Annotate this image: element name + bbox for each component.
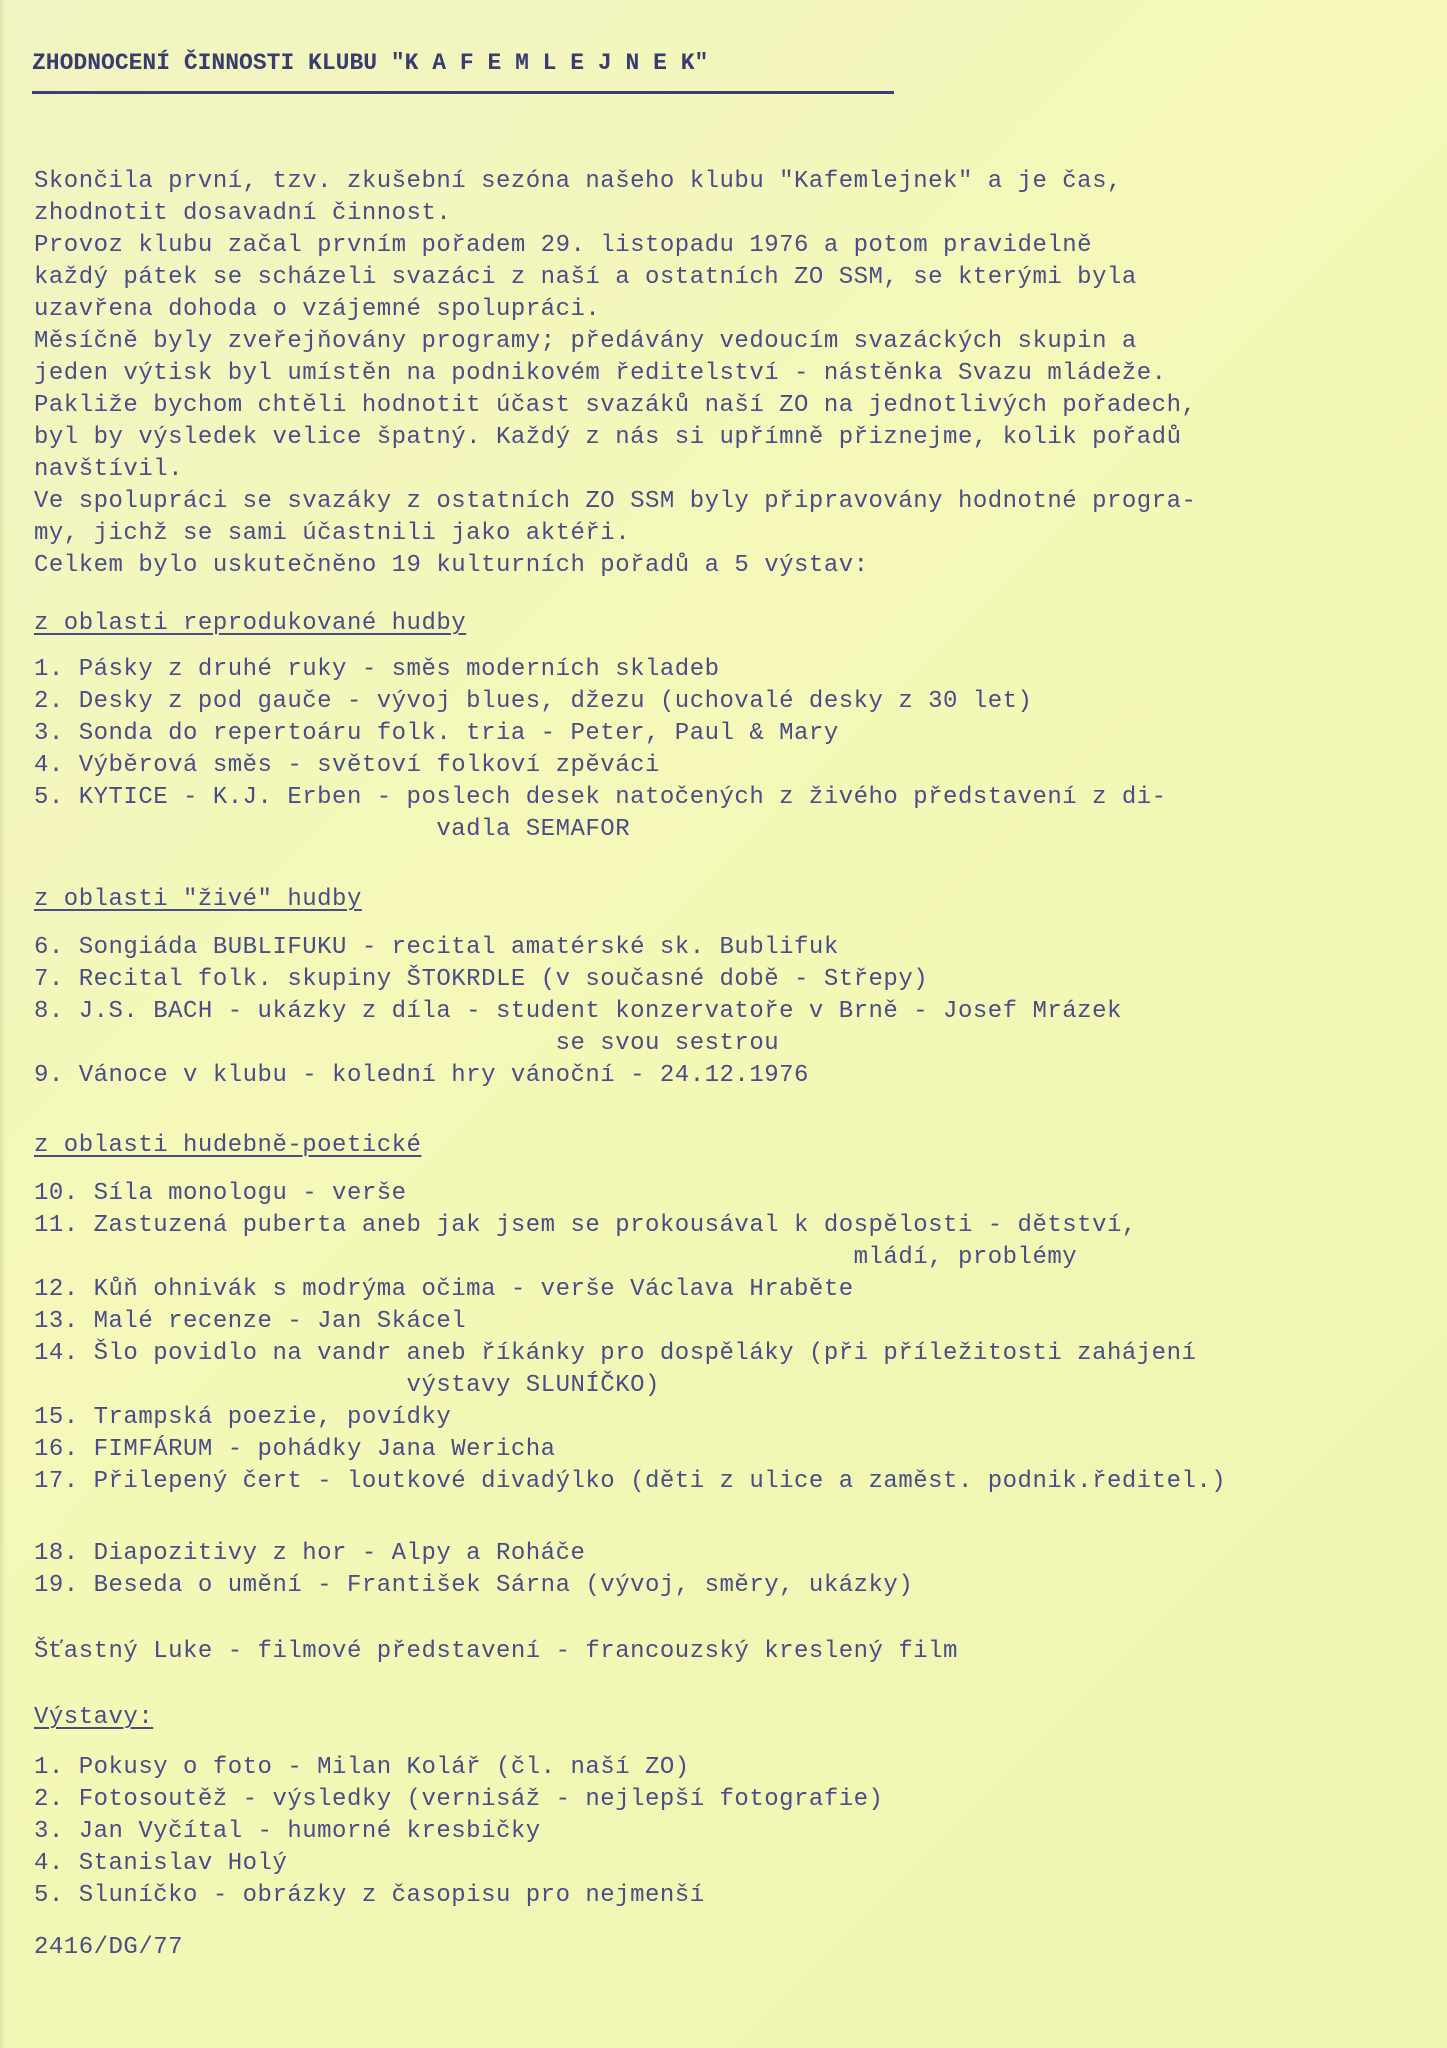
intro-line: Provoz klubu začal prvním pořadem 29. listopadu 1976 a potom pravidelně	[34, 232, 1093, 259]
list-item: 7. Recital folk. skupiny ŠTOKRDLE (v současné době - Střepy)	[34, 966, 929, 993]
list-item: 4. Výběrová směs - světoví folkoví zpěváci	[34, 752, 660, 779]
section-heading-reprodukovana: z oblasti reprodukované hudby	[34, 610, 467, 637]
intro-line: Ve spolupráci se svazáky z ostatních ZO SSM byly připravovány hodnotné progra-	[34, 488, 1197, 515]
intro-line: my, jichž se sami účastnili jako aktéři.	[34, 520, 631, 547]
intro-line: byl by výsledek velice špatný. Každý z nás si upřímně přiznejme, kolik pořadů	[34, 424, 1182, 451]
list-item: 13. Malé recenze - Jan Skácel	[34, 1308, 467, 1335]
list-item: 12. Kůň ohnivák s modrýma očima - verše Václava Hraběte	[34, 1276, 854, 1303]
list-item: 5. KYTICE - K.J. Erben - poslech desek natočených z živého představení z di-	[34, 784, 1167, 811]
intro-line: jeden výtisk byl umístěn na podnikovém ředitelství - nástěnka Svazu mládeže.	[34, 360, 1167, 387]
list-item: 1. Pásky z druhé ruky - směs moderních skladeb	[34, 656, 720, 683]
list-item-continuation: mládí, problémy	[34, 1244, 1078, 1271]
list-item: 14. Šlo povidlo na vandr aneb říkánky pro dospěláky (při příležitosti zahájení	[34, 1340, 1197, 1367]
list-item-continuation: výstavy SLUNÍČKO)	[34, 1372, 660, 1399]
intro-line: zhodnotit dosavadní činnost.	[34, 200, 452, 227]
title-underline	[32, 91, 894, 94]
intro-line: Celkem bylo uskutečněno 19 kulturních pořadů a 5 výstav:	[34, 552, 869, 579]
film-line: Šťastný Luke - filmové představení - francouzský kreslený film	[34, 1638, 958, 1665]
list-item: 3. Sonda do repertoáru folk. tria - Peter, Paul & Mary	[34, 720, 839, 747]
list-item: 4. Stanislav Holý	[34, 1850, 288, 1877]
page-edge	[0, 0, 6, 2048]
list-item: 16. FIMFÁRUM - pohádky Jana Wericha	[34, 1436, 556, 1463]
intro-line: Skončila první, tzv. zkušební sezóna našeho klubu "Kafemlejnek" a je čas,	[34, 168, 1122, 195]
list-item: 10. Síla monologu - verše	[34, 1180, 407, 1207]
list-item: 3. Jan Vyčítal - humorné kresbičky	[34, 1818, 541, 1845]
section-heading-poeticka: z oblasti hudebně-poetické	[34, 1132, 422, 1159]
list-item: 1. Pokusy o foto - Milan Kolář (čl. naší ZO)	[34, 1754, 690, 1781]
list-item: 18. Diapozitivy z hor - Alpy a Roháče	[34, 1540, 586, 1567]
list-item: 17. Přilepený čert - loutkové divadýlko (děti z ulice a zaměst. podnik.ředitel.)	[34, 1468, 1227, 1495]
list-item: 2. Fotosoutěž - výsledky (vernisáž - nejlepší fotografie)	[34, 1786, 884, 1813]
list-item: 19. Beseda o umění - František Sárna (vývoj, směry, ukázky)	[34, 1572, 914, 1599]
section-heading-vystavy: Výstavy:	[34, 1704, 154, 1731]
list-item: 5. Sluníčko - obrázky z časopisu pro nejmenší	[34, 1882, 705, 1909]
document-reference-code: 2416/DG/77	[34, 1934, 184, 1961]
list-item: 15. Trampská poezie, povídky	[34, 1404, 452, 1431]
section-heading-ziva: z oblasti "živé" hudby	[34, 886, 362, 913]
list-item: 2. Desky z pod gauče - vývoj blues, džezu (uchovalé desky z 30 let)	[34, 688, 1033, 715]
list-item: 11. Zastuzená puberta aneb jak jsem se prokousával k dospělosti - dětství,	[34, 1212, 1137, 1239]
intro-line: uzavřena dohoda o vzájemné spolupráci.	[34, 296, 601, 323]
intro-line: Pakliže bychom chtěli hodnotit účast svazáků naší ZO na jednotlivých pořadech,	[34, 392, 1197, 419]
list-item: 8. J.S. BACH - ukázky z díla - student konzervatoře v Brně - Josef Mrázek	[34, 998, 1122, 1025]
list-item: 6. Songiáda BUBLIFUKU - recital amatérské sk. Bublifuk	[34, 934, 839, 961]
intro-line: navštívil.	[34, 456, 184, 483]
list-item-continuation: vadla SEMAFOR	[34, 816, 631, 843]
document-title: ZHODNOCENÍ ČINNOSTI KLUBU "K A F E M L E J N E K"	[32, 50, 709, 76]
list-item-continuation: se svou sestrou	[34, 1030, 780, 1057]
list-item: 9. Vánoce v klubu - kolední hry vánoční - 24.12.1976	[34, 1062, 809, 1089]
intro-line: Měsíčně byly zveřejňovány programy; předávány vedoucím svazáckých skupin a	[34, 328, 1137, 355]
intro-line: každý pátek se scházeli svazáci z naší a ostatních ZO SSM, se kterými byla	[34, 264, 1137, 291]
